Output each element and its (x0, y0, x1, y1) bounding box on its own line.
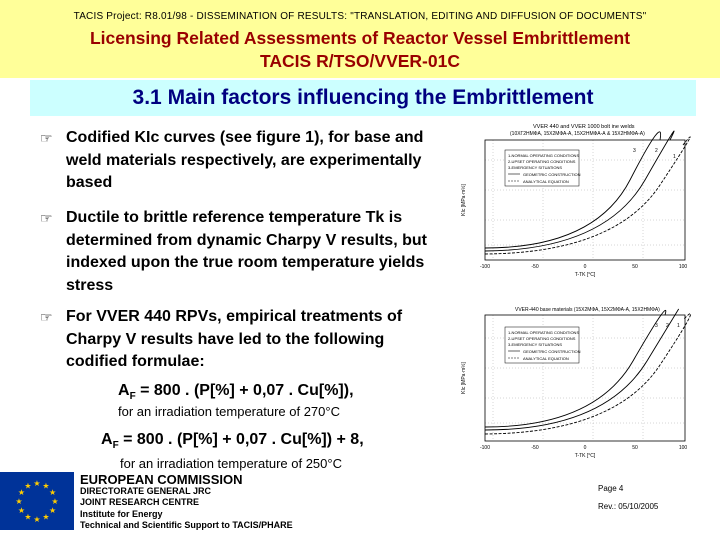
eu-star-icon: ★ (17, 506, 25, 515)
figure-1-xtick: -100 (479, 264, 491, 270)
section-title: 3.1 Main factors influencing the Embrittlement (132, 86, 594, 109)
figure-2-xlabel: T-TK [°C] (574, 453, 596, 458)
document-title: Licensing Related Assessments of Reactor Vessel Embrittlement (89, 28, 631, 48)
figure-2-legend-1: 1-NORMAL OPERATING CONDITIONS (508, 330, 580, 335)
figure-2-xtick: -50 (531, 445, 539, 451)
figure-1 (455, 120, 715, 278)
figure-2-xtick: 50 (632, 445, 638, 451)
org-name: EUROPEAN COMMISSION (80, 472, 243, 487)
eu-star-icon: ★ (33, 479, 41, 488)
org-institute: Institute for Energy (80, 508, 163, 519)
figure-2-ylabel: KIc [MPa·m½] (461, 362, 467, 394)
figure-1-xtick: 50 (632, 264, 638, 270)
figure-1-curve-label-2: 2 (655, 148, 658, 154)
eu-star-icon: ★ (49, 506, 57, 515)
figure-2-curve-label-1: 1 (677, 323, 680, 329)
figure-1-legend-4: GEOMETRIC CONSTRUCTION (523, 172, 581, 177)
bullet-text: For VVER 440 RPVs, empirical treatments of Charpy V results have led to the following codified formulae: (66, 308, 403, 370)
figure-1-legend-3: 3-EMERGENCY SITUATIONS (508, 165, 563, 170)
figure-1-legend-5: ANALYTICAL EQUATION (523, 179, 569, 184)
eu-star-icon: ★ (17, 488, 25, 497)
figure-2-curve-label-3: 3 (655, 323, 658, 329)
org-dg: DIRECTORATE GENERAL JRC (80, 485, 212, 496)
eu-star-icon: ★ (24, 512, 32, 522)
eu-star-icon: ★ (51, 497, 59, 506)
eu-flag-logo (0, 472, 74, 530)
formula-250-note: for an irradiation temperature of 250°C (120, 456, 342, 471)
bullet-text: Codified KIc curves (see figure 1), for base and weld materials respectively, are experimentally based (66, 129, 424, 191)
eu-star-icon: ★ (49, 488, 57, 497)
formula-250: $A_F = 800$ . (P[%] + 0,07 . Cu[%]) + 8, (101, 431, 364, 452)
org-jrc: JOINT RESEARCH CENTRE (80, 497, 200, 507)
figure-1-ylabel: KIc [MPa·m½] (461, 184, 467, 216)
formula-270: $A_F = 800$ . (P[%] + 0,07 . Cu[%]), (118, 382, 354, 403)
figure-2-legend-3: 3-EMERGENCY SITUATIONS (508, 342, 563, 347)
figure-1-legend-2: 2-UPSET OPERATING CONDITIONS (508, 159, 576, 164)
figure-1-xtick: 100 (678, 264, 688, 270)
pointing-hand-icon: ☞ (40, 210, 53, 226)
figure-2-legend-4: GEOMETRIC CONSTRUCTION (523, 349, 581, 354)
eu-star-icon: ★ (15, 497, 23, 506)
figure-1-curve-label-1: 1 (673, 154, 676, 160)
eu-star-icon: ★ (33, 515, 41, 524)
organisation-block (80, 474, 293, 532)
pointing-hand-icon: ☞ (40, 309, 53, 325)
figure-2-legend-2: 2-UPSET OPERATING CONDITIONS (508, 336, 576, 341)
figure-2-curve-label-2: 2 (666, 323, 669, 329)
figure-1-curve-2 (485, 131, 674, 251)
figure-1-curve-label-3: 3 (633, 148, 636, 154)
org-support: Technical and Scientific Support to TACIS/PHARE (80, 520, 293, 530)
project-line: TACIS Project: R8.01/98 - DISSEMINATION OF RESULTS: "TRANSLATION, EDITING AND DIFFUSION OF DOCUMENTS" (73, 11, 647, 22)
figure-2-legend-5: ANALYTICAL EQUATION (523, 356, 569, 361)
figure-1-xlabel: T-TK [°C] (574, 272, 596, 278)
figure-1-title-1: VVER 440 and VVER 1000 bolt ine welds (533, 124, 635, 130)
document-subtitle: TACIS R/TSO/VVER-01C (260, 51, 460, 71)
page-number: Page 4 (598, 484, 624, 493)
eu-stars-icon (0, 472, 74, 530)
figure-2-xtick: -100 (479, 445, 491, 451)
figure-2-xtick: 0 (583, 445, 587, 451)
eu-star-icon: ★ (42, 512, 50, 522)
figure-1-title-2: (10XГ2НМФА, 15Х2МФА-А, 15Х2НМФА-А & 15Х2НМФА-А) (510, 131, 645, 137)
formula-270-note: for an irradiation temperature of 270°C (118, 404, 340, 419)
figure-2 (455, 303, 715, 458)
eu-star-icon: ★ (42, 481, 50, 491)
figure-2-xtick: 100 (678, 445, 688, 451)
figure-1-xtick: 0 (583, 264, 587, 270)
figure-2-title-1: VVER-440 base materials (15Х2МФА, 15Х2МФА-А, 15Х2НМФА) (515, 307, 660, 313)
eu-star-icon: ★ (24, 481, 32, 491)
bullet-text: Ductile to brittle reference temperature Tk is determined from dynamic Charpy V results, but indexed upon the true room temperature yields stress (66, 209, 427, 294)
figure-1-legend-1: 1-NORMAL OPERATING CONDITIONS (508, 153, 580, 158)
figure-1-xtick: -50 (531, 264, 539, 270)
revision-date: Rev.: 05/10/2005 (598, 502, 659, 511)
pointing-hand-icon: ☞ (40, 130, 53, 146)
